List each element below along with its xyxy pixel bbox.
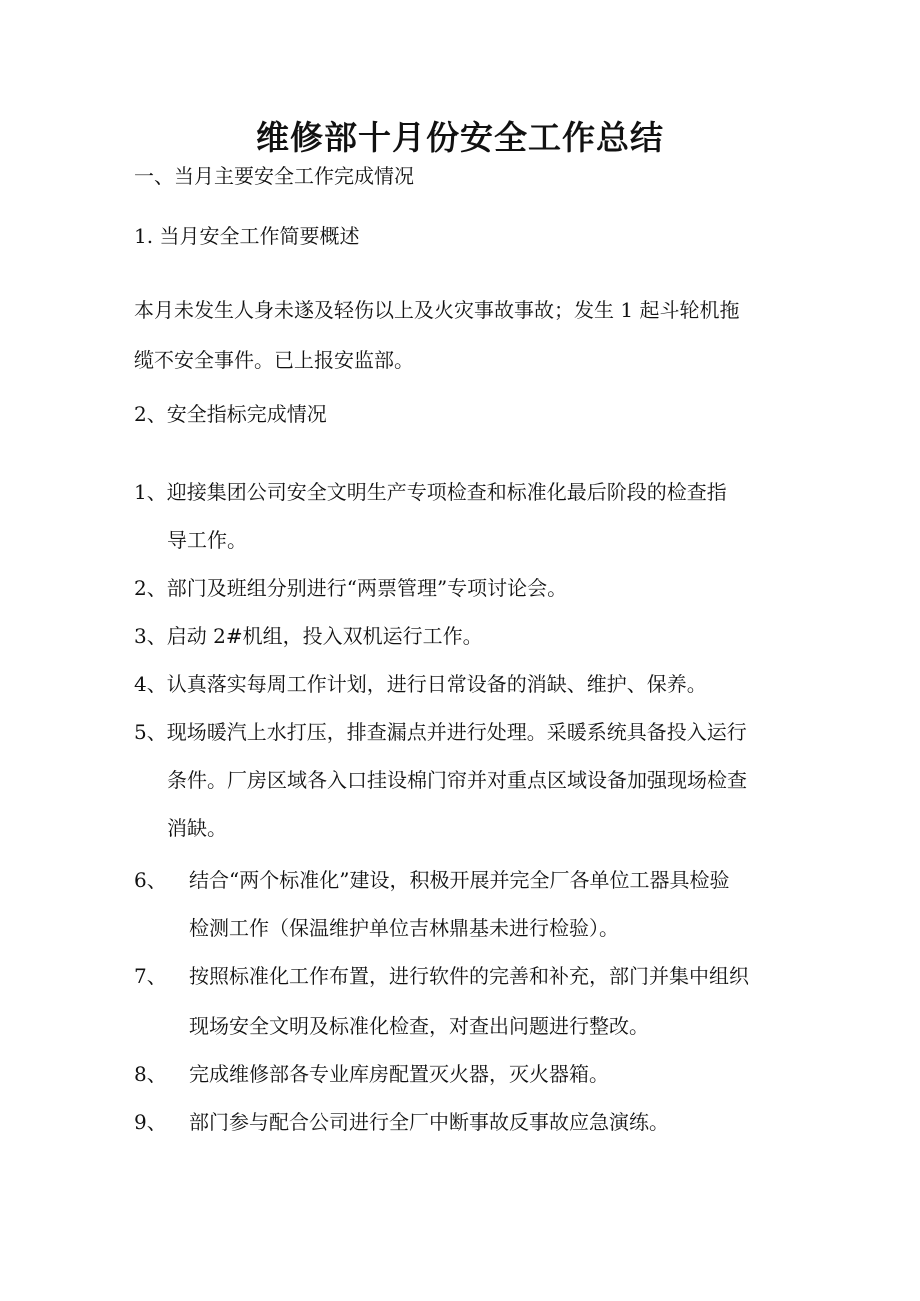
- list-item-3: [134, 622, 483, 650]
- document-title: 维修部十月份安全工作总结: [256, 118, 664, 157]
- item-number: 1、: [134, 480, 167, 504]
- list-item-5: [134, 718, 747, 746]
- list-item-7: [134, 962, 749, 990]
- list-item-1: [134, 478, 727, 506]
- item-number: 9、: [134, 1110, 167, 1134]
- item-text: 部门及班组分别进行“两票管理”专项讨论会。: [166, 576, 568, 600]
- item-text: 现场暖汽上水打压，排查漏点并进行处理。采暖系统具备投入运行: [166, 720, 747, 744]
- list-item-4: [134, 670, 707, 698]
- item-text: 结合“两个标准化”建设，积极开展并完全厂各单位工器具检验: [189, 868, 730, 892]
- item-number: 8、: [134, 1062, 167, 1086]
- item-text: 按照标准化工作布置，进行软件的完善和补充，部门并集中组织: [189, 964, 749, 988]
- item-text: 完成维修部各专业库房配置灭火器，灭火器箱。: [189, 1062, 609, 1086]
- overview-paragraph-line-1: 本月未发生人身未遂及轻伤以上及火灾事故事故；发生 1 起斗轮机拖: [134, 298, 740, 322]
- list-item-6-cont: 检测工作（保温维护单位吉林鼎基未进行检验）。: [189, 916, 619, 940]
- list-item-1-cont: 导工作。: [167, 528, 247, 552]
- item-number: 7、: [134, 964, 167, 988]
- item-number: 3、: [134, 624, 167, 648]
- item-number: 2、: [134, 576, 167, 600]
- list-item-9: [134, 1108, 669, 1136]
- list-item-6: [134, 866, 729, 894]
- subheading-indicators: 2、安全指标完成情况: [134, 402, 327, 426]
- section-heading: 一、当月主要安全工作完成情况: [134, 164, 414, 188]
- list-item-5-cont: 条件。厂房区域各入口挂设棉门帘并对重点区域设备加强现场检查: [167, 768, 747, 792]
- item-text: 部门参与配合公司进行全厂中断事故反事故应急演练。: [189, 1110, 669, 1134]
- list-item-7-cont: 现场安全文明及标准化检查，对查出问题进行整改。: [189, 1014, 649, 1038]
- list-item-2: [134, 574, 567, 602]
- item-number: 4、: [134, 672, 167, 696]
- subheading-overview: 1. 当月安全工作简要概述: [134, 224, 360, 248]
- item-number: 5、: [134, 720, 167, 744]
- item-text: 认真落实每周工作计划，进行日常设备的消缺、维护、保养。: [166, 672, 707, 696]
- list-item-8: [134, 1060, 609, 1088]
- overview-paragraph-line-2: 缆不安全事件。已上报安监部。: [134, 348, 414, 372]
- item-text: 迎接集团公司安全文明生产专项检查和标准化最后阶段的检查指: [166, 480, 727, 504]
- item-text: 启动 2#机组，投入双机运行工作。: [166, 624, 483, 648]
- list-item-5-cont: 消缺。: [167, 816, 227, 840]
- item-number: 6、: [134, 868, 167, 892]
